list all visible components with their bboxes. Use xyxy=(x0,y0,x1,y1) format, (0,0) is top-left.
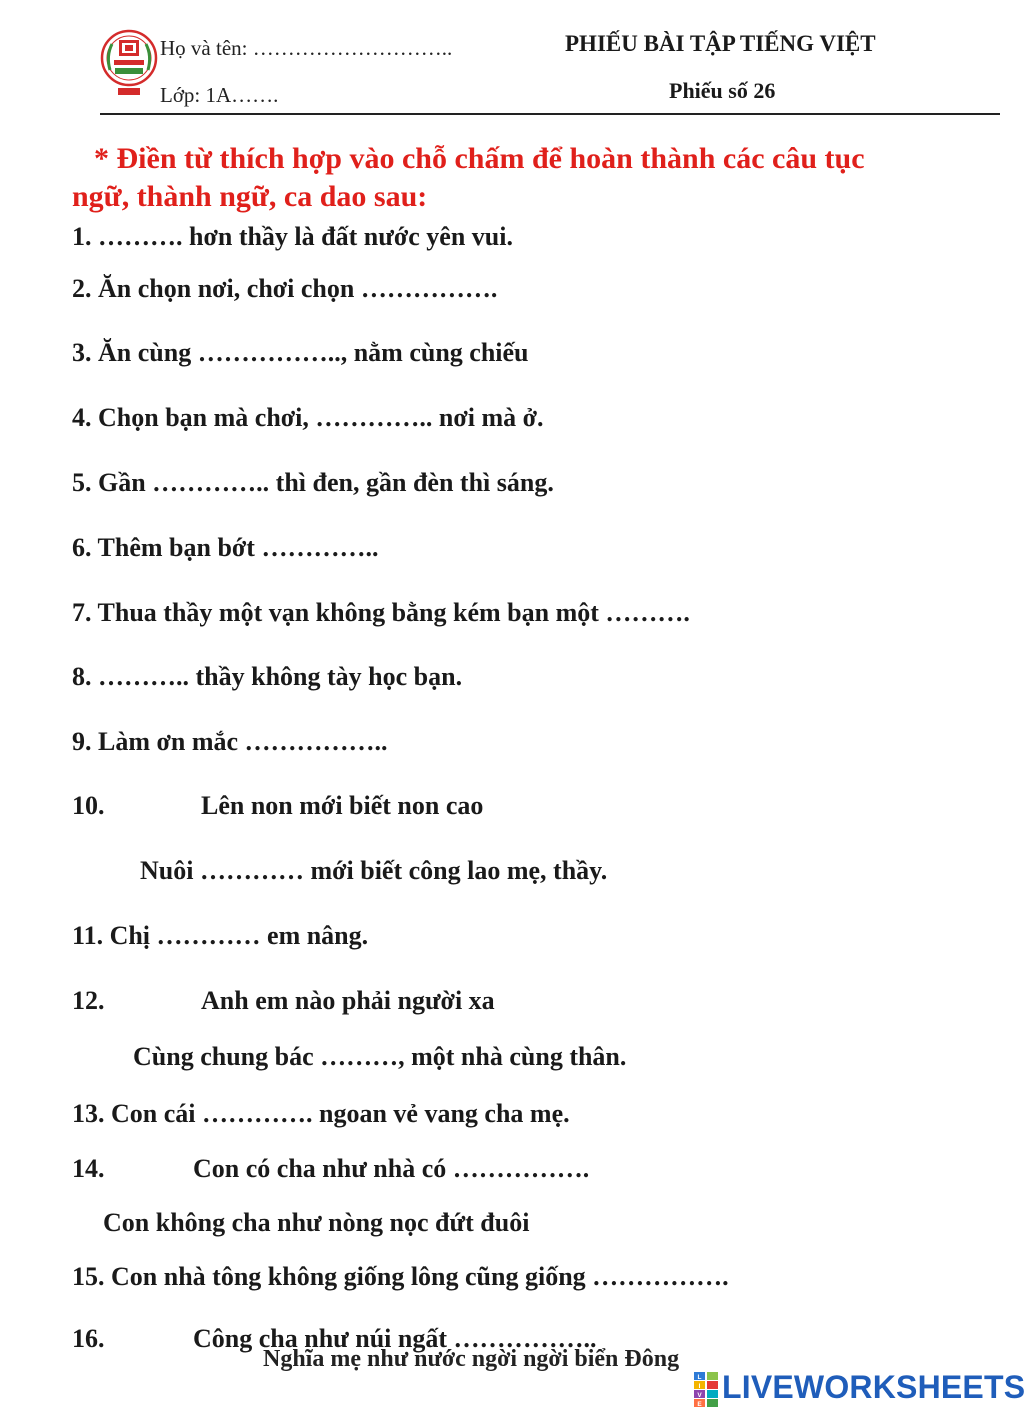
question-7: 7. Thua thầy một vạn không bằng kém bạn một ………. xyxy=(72,598,690,627)
question-16-line-2: Nghĩa mẹ như nước ngời ngời biển Đông xyxy=(263,1346,680,1372)
question-12-line-1: Anh em nào phải người xa xyxy=(201,986,495,1015)
header-divider xyxy=(100,113,1000,115)
question-12-line-2: Cùng chung bác ………, một nhà cùng thân. xyxy=(133,1042,627,1071)
logo-letter-e: E xyxy=(697,1401,702,1408)
question-6: 6. Thêm bạn bớt ………….. xyxy=(72,533,379,562)
question-16-number: 16. xyxy=(72,1324,105,1353)
logo-letter-i: I xyxy=(698,1383,701,1390)
instruction-line-1: * Điền từ thích hợp vào chỗ chấm để hoàn thành các câu tục xyxy=(94,142,865,175)
logo-letter-l: L xyxy=(697,1374,702,1381)
worksheet-title: PHIẾU BÀI TẬP TIẾNG VIỆT xyxy=(565,31,876,56)
liveworksheets-logo-icon xyxy=(694,1372,720,1408)
question-14-line-1: Con có cha như nhà có ……………. xyxy=(193,1154,590,1183)
question-16-line-1: Công cha như núi ngất …………….. xyxy=(193,1324,597,1353)
question-12-number: 12. xyxy=(72,986,105,1015)
question-10-number: 10. xyxy=(72,791,105,820)
question-8: 8. ……….. thầy không tày học bạn. xyxy=(72,662,463,691)
question-4: 4. Chọn bạn mà chơi, ………….. nơi mà ở. xyxy=(72,403,544,432)
school-crest-icon xyxy=(100,26,158,100)
question-10-line-1: Lên non mới biết non cao xyxy=(201,791,484,820)
question-15: 15. Con nhà tông không giống lông cũng giống ……………. xyxy=(72,1262,729,1291)
question-2: 2. Ăn chọn nơi, chơi chọn ……………. xyxy=(72,274,498,303)
logo-letter-v: V xyxy=(697,1392,702,1399)
question-14-line-2: Con không cha như nòng nọc đứt đuôi xyxy=(103,1208,530,1237)
student-name-field: Họ và tên: ……………………….. xyxy=(160,36,453,60)
question-9: 9. Làm ơn mắc …………….. xyxy=(72,727,388,756)
instruction-text xyxy=(72,140,972,216)
question-1: 1. ………. hơn thầy là đất nước yên vui. xyxy=(72,222,513,251)
question-13: 13. Con cái …………. ngoan vẻ vang cha mẹ. xyxy=(72,1099,570,1128)
question-14-number: 14. xyxy=(72,1154,105,1183)
sheet-number: Phiếu số 26 xyxy=(669,78,776,103)
class-field: Lớp: 1A……. xyxy=(160,83,279,107)
liveworksheets-brand[interactable]: LIVEWORKSHEETS xyxy=(722,1369,1025,1405)
question-3: 3. Ăn cùng …………….., nằm cùng chiếu xyxy=(72,338,529,367)
question-5: 5. Gần ………….. thì đen, gần đèn thì sáng. xyxy=(72,468,554,497)
question-11: 11. Chị ………… em nâng. xyxy=(72,921,369,950)
instruction-line-2: ngữ, thành ngữ, ca dao sau: xyxy=(72,180,428,213)
question-10-line-2: Nuôi ………… mới biết công lao mẹ, thầy. xyxy=(140,856,608,885)
